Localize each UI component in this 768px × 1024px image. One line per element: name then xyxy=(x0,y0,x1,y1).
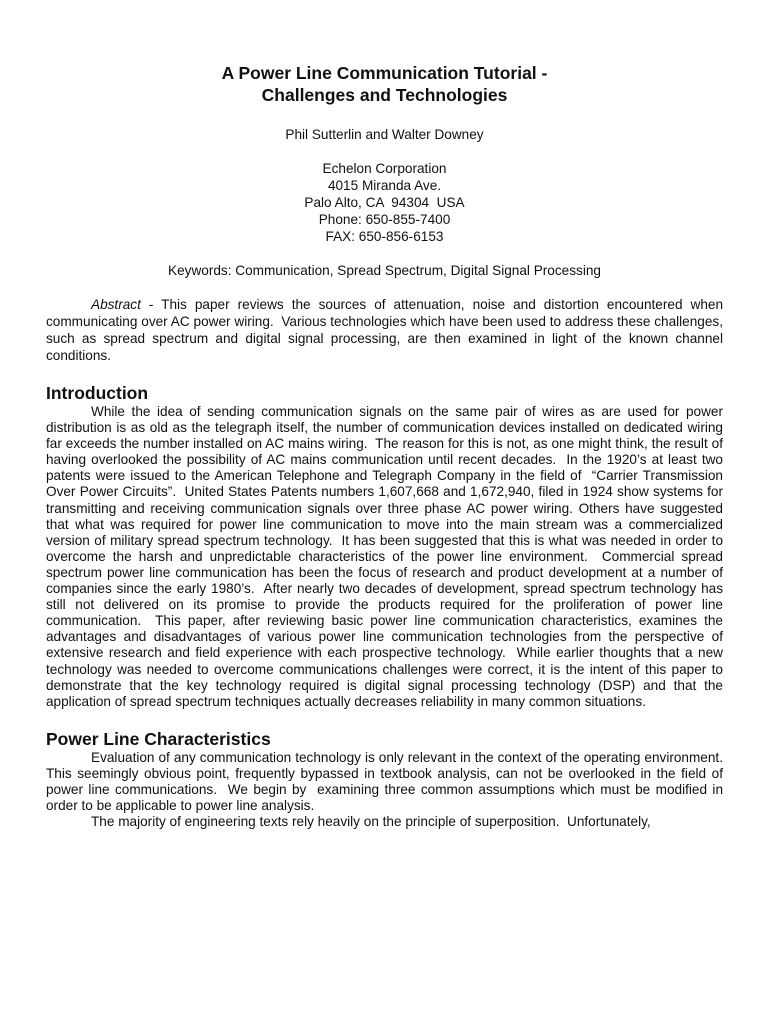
title-line-2: Challenges and Technologies xyxy=(261,85,508,105)
keywords: Keywords: Communication, Spread Spectrum, Digital Signal Processing xyxy=(168,263,601,278)
power-line-paragraph-2: The majority of engineering texts rely heavily on the principle of superposition. Unfortunately, xyxy=(91,814,651,830)
abstract-label: Abstract xyxy=(91,297,141,312)
paper-title xyxy=(46,62,723,106)
introduction-paragraph: While the idea of sending communication signals on the same pair of wires as are used for power distribution is as old as the telegraph itself, the number of communication devices installed on dedicated wiring far exceeds the number installed on AC mains wiring. The reason for this is not, as one might think, the result of having overlooked the possibility of AC mains communication until recent decades. In the 1920’s at least two patents were issued to the American Telephone and Telegraph Company in the field of “Carrier Transmission Over Power Circuits”. United States Patents numbers 1,607,668 and 1,672,940, filed in 1924 show systems for transmitting and receiving communication signals over three phase AC power wiring. Others have suggested that what was required for power line communication to move into the main stream was a commercialized version of military spread spectrum technology. It has been suggested that this is what was needed in order to overcome the harsh and unpredictable characteristics of the power line environment. Commercial spread spectrum power line communication has been the focus of research and product development at a number of companies since the early 1980’s. After nearly two decades of development, spread spectrum technology has still not delivered on its promise to provide the products required for the proliferation of power line communication. This paper, after reviewing basic power line communication characteristics, examines the advantages and disadvantages of various power line communication technologies from the perspective of extensive research and field experience with each prospective technology. While earlier thoughts that a new technology was needed to overcome communications challenges were correct, it is the intent of this paper to demonstrate that the key technology required is digital signal processing technology (DSP) and that the application of spread spectrum techniques actually decreases reliability in many common situations. xyxy=(46,404,727,709)
paper-page xyxy=(46,62,731,830)
section-heading-introduction: Introduction xyxy=(46,383,149,403)
street-address: 4015 Miranda Ave. xyxy=(327,178,442,193)
title-line-1: A Power Line Communication Tutorial - xyxy=(221,63,548,83)
abstract xyxy=(46,296,727,364)
fax-number: FAX: 650-856-6153 xyxy=(325,229,444,244)
phone-number: Phone: 650-855-7400 xyxy=(318,212,451,227)
abstract-text: - This paper reviews the sources of attenuation, noise and distortion encountered when communicating over AC power wiring. Various technologies which have been used to address these challenges, such as spread spectrum and digital signal processing, are then examined in light of the known channel conditions. xyxy=(46,297,727,363)
company-name: Echelon Corporation xyxy=(322,161,447,176)
authors: Phil Sutterlin and Walter Downey xyxy=(285,127,484,142)
affiliation-block xyxy=(46,160,723,245)
city-address: Palo Alto, CA 94304 USA xyxy=(304,195,465,210)
power-line-paragraph-1: Evaluation of any communication technology is only relevant in the context of the operating environment. This seemingly obvious point, frequently bypassed in textbook analysis, can not be overlooked in the field of power line communications. We begin by examining three common assumptions which must be modified in order to be applicable to power line analysis. xyxy=(46,749,731,814)
section-heading-power-line-characteristics: Power Line Characteristics xyxy=(46,728,271,749)
